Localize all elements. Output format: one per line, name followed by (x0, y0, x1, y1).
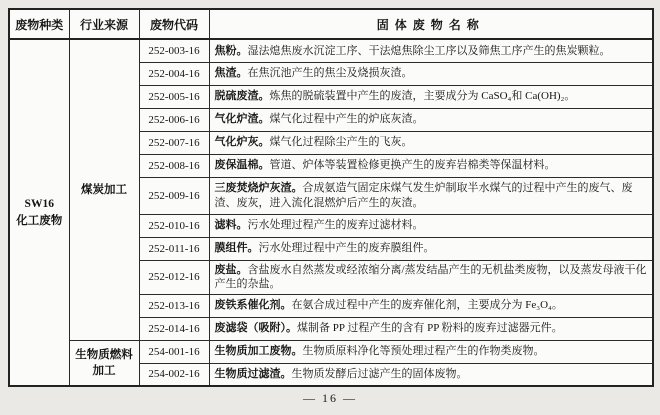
waste-description: 炼焦的脱硫装置中产生的废渣，主要成分为 CaSO₄和 Ca(OH)₂。 (269, 90, 576, 103)
waste-description: 湿法熄焦废水沉淀工序、干法熄焦除尘工序以及筛焦工序产生的焦炭颗粒。 (247, 44, 611, 57)
waste-code-cell: 252-006-16 (139, 108, 209, 131)
waste-name-cell (209, 39, 653, 62)
waste-name-cell (209, 294, 653, 317)
waste-description: 合成氨造气固定床煤气发生炉制取半水煤气的过程中产生的废气、废渣、废灰，进入流化混燃炉后产生的灰渣。 (214, 182, 633, 209)
waste-name-cell (209, 131, 653, 154)
waste-code-cell: 252-007-16 (139, 131, 209, 154)
waste-description: 污水处理过程中产生的废弃膜组件。 (258, 242, 435, 255)
waste-name: 气化炉灰。 (214, 136, 270, 149)
col-header-waste-code: 废物代码 (139, 9, 209, 39)
industry-source-cell-coal: 煤炭加工 (69, 39, 139, 340)
page-number: — 16 — (303, 391, 357, 405)
waste-description: 煤制备 PP 过程产生的含有 PP 粉料的废弃过滤器元件。 (297, 322, 563, 335)
waste-code-cell: 252-008-16 (139, 154, 209, 177)
waste-name-cell (209, 363, 653, 386)
waste-code-cell: 252-011-16 (139, 237, 209, 260)
waste-category-code: SW16 (24, 197, 54, 210)
solid-waste-catalog-table (8, 8, 654, 387)
col-header-waste-name: 固体废物名称 (209, 9, 653, 39)
waste-description: 含盐废水自然蒸发或经浓缩分离/蒸发结晶产生的无机盐类废物，以及蒸发母液干化产生的杂盐。 (214, 263, 647, 290)
waste-name: 三废焚烧炉灰渣。 (214, 182, 303, 194)
waste-name-cell (209, 108, 653, 131)
table-row (9, 340, 653, 363)
waste-name-cell (209, 260, 653, 294)
waste-name: 废铁系催化剂。 (214, 299, 292, 312)
waste-code-cell: 254-001-16 (139, 340, 209, 363)
col-header-waste-category: 废物种类 (9, 9, 69, 39)
waste-code-cell: 252-003-16 (139, 39, 209, 62)
waste-category-label: 化工废物 (16, 214, 63, 227)
waste-code-cell: 252-009-16 (139, 177, 209, 214)
waste-code-cell: 252-014-16 (139, 317, 209, 340)
waste-name-cell (209, 340, 653, 363)
waste-description: 在焦沉池产生的焦尘及烧损灰渣。 (247, 67, 413, 80)
waste-name: 焦渣。 (214, 67, 248, 80)
waste-name: 生物质加工废物。 (214, 345, 303, 358)
waste-name-cell (209, 177, 653, 214)
waste-code-cell: 254-002-16 (139, 363, 209, 386)
waste-name: 废滤袋（吸附）。 (214, 322, 297, 335)
waste-name: 气化炉渣。 (214, 113, 270, 126)
waste-name-cell (209, 85, 653, 108)
waste-code-cell: 252-010-16 (139, 214, 209, 237)
waste-description: 生物质原料净化等预处理过程产生的作物类废物。 (302, 345, 545, 358)
waste-name-cell (209, 154, 653, 177)
waste-category-cell (9, 39, 69, 386)
waste-description: 煤气化过程除尘产生的飞灰。 (269, 136, 413, 149)
industry-source-cell-biomass: 生物质燃料加工 (69, 340, 139, 386)
waste-name-cell (209, 317, 653, 340)
waste-code-cell: 252-005-16 (139, 85, 209, 108)
waste-code-cell: 252-013-16 (139, 294, 209, 317)
waste-description: 煤气化过程中产生的炉底灰渣。 (269, 113, 424, 126)
waste-name: 膜组件。 (214, 242, 259, 255)
waste-name: 废保温棉。 (214, 159, 270, 172)
table-header-row (9, 9, 653, 39)
waste-code-cell: 252-004-16 (139, 62, 209, 85)
waste-description: 污水处理过程产生的废弃过滤材料。 (247, 219, 424, 232)
waste-name: 焦粉。 (214, 44, 248, 57)
col-header-industry-source: 行业来源 (69, 9, 139, 39)
waste-name-cell (209, 237, 653, 260)
waste-name: 废盐。 (214, 263, 248, 276)
table-row (9, 39, 653, 62)
waste-name-cell (209, 62, 653, 85)
waste-name: 滤料。 (214, 219, 248, 232)
waste-name: 生物质过滤渣。 (214, 368, 292, 380)
waste-description: 生物质发酵后过滤产生的固体废物。 (291, 368, 468, 380)
waste-name-cell (209, 214, 653, 237)
waste-name: 脱硫废渣。 (214, 90, 270, 103)
waste-code-cell: 252-012-16 (139, 260, 209, 294)
waste-description: 在氨合成过程中产生的废弃催化剂，主要成分为 Fe₃O₄。 (291, 299, 563, 312)
waste-description: 管道、炉体等装置检修更换产生的废弃岩棉类等保温材料。 (269, 159, 556, 172)
